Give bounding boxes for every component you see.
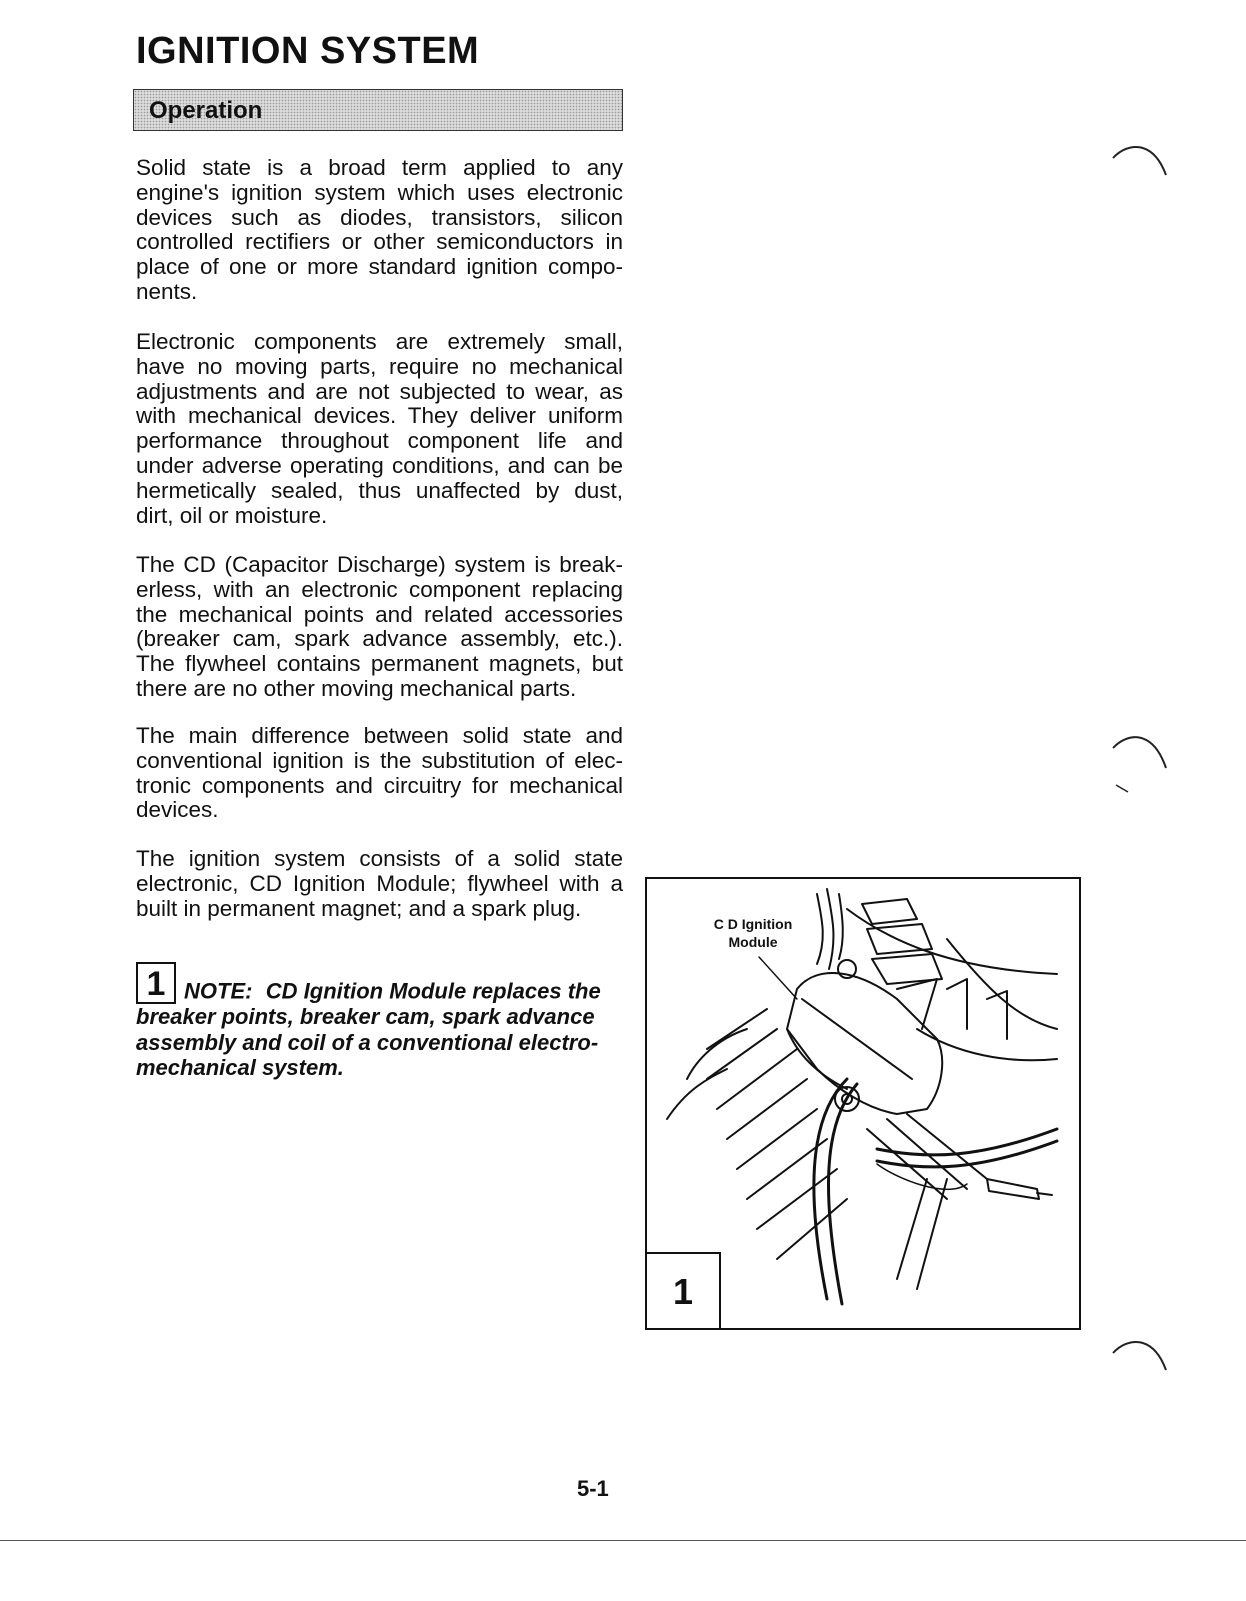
paragraph-system-consists (136, 847, 623, 921)
paragraph-text: Solid state is a broad term applied to any engine's ignition system which uses electronic devices such as diodes, transistors, silicon controlled rectifiers or other semiconductors in place of one or more standard ignition components. (136, 155, 623, 304)
paragraph-main-difference (136, 724, 623, 823)
paragraph-text: The CD (Capacitor Discharge) system is breakerless, with an electronic component replacing the mechanical points and related accessories (breaker cam, spark advance assembly, etc.). The flywheel contains permanent magnets, but there are no other moving mechanical parts. (136, 552, 623, 701)
paragraph-text: The main difference between solid state and conventional ignition is the substitution of electronic components and circuitry for mechanical devices. (136, 723, 623, 823)
section-header-bar (133, 89, 623, 131)
section-heading: Operation (149, 97, 263, 124)
callout-line-2: Module (728, 934, 778, 950)
note-number-box: 1 (136, 962, 176, 1004)
paragraph-text: Electronic components are extremely small, have no moving parts, require no mechanical adjustments and are not subjected to wear, as with mechanical devices. They deliver uniform performance throughout component life and under adverse operating conditions, and can be hermetically sealed, thus unaffected by dust, dirt, oil or moisture. (136, 329, 623, 528)
note-label: NOTE: (184, 978, 253, 1004)
figure-callout-label (703, 915, 803, 951)
binder-hole-mark-middle (1108, 730, 1178, 800)
paragraph-text: The ignition system consists of a solid state electronic, CD Ignition Module; flywheel with a built in permanent magnet; and a spark plug. (136, 846, 623, 921)
figure-cd-ignition-module (645, 877, 1081, 1330)
paragraph-solid-state (136, 156, 623, 305)
page-title: IGNITION SYSTEM (136, 30, 480, 72)
paragraph-electronic-components (136, 330, 623, 528)
paragraph-cd-system (136, 553, 623, 702)
note-block (136, 962, 626, 1081)
page-number: 5-1 (577, 1476, 609, 1501)
figure-number-box: 1 (647, 1252, 721, 1328)
binder-hole-mark-top (1108, 140, 1178, 190)
binder-hole-mark-bottom (1108, 1335, 1178, 1385)
bottom-rule (0, 1540, 1246, 1541)
callout-line-1: C D Ignition (713, 916, 793, 932)
note-text: CD Ignition Module replaces the breaker points, breaker cam, spark advance assembly and coil of a conventional electromechanical system. (136, 978, 601, 1080)
